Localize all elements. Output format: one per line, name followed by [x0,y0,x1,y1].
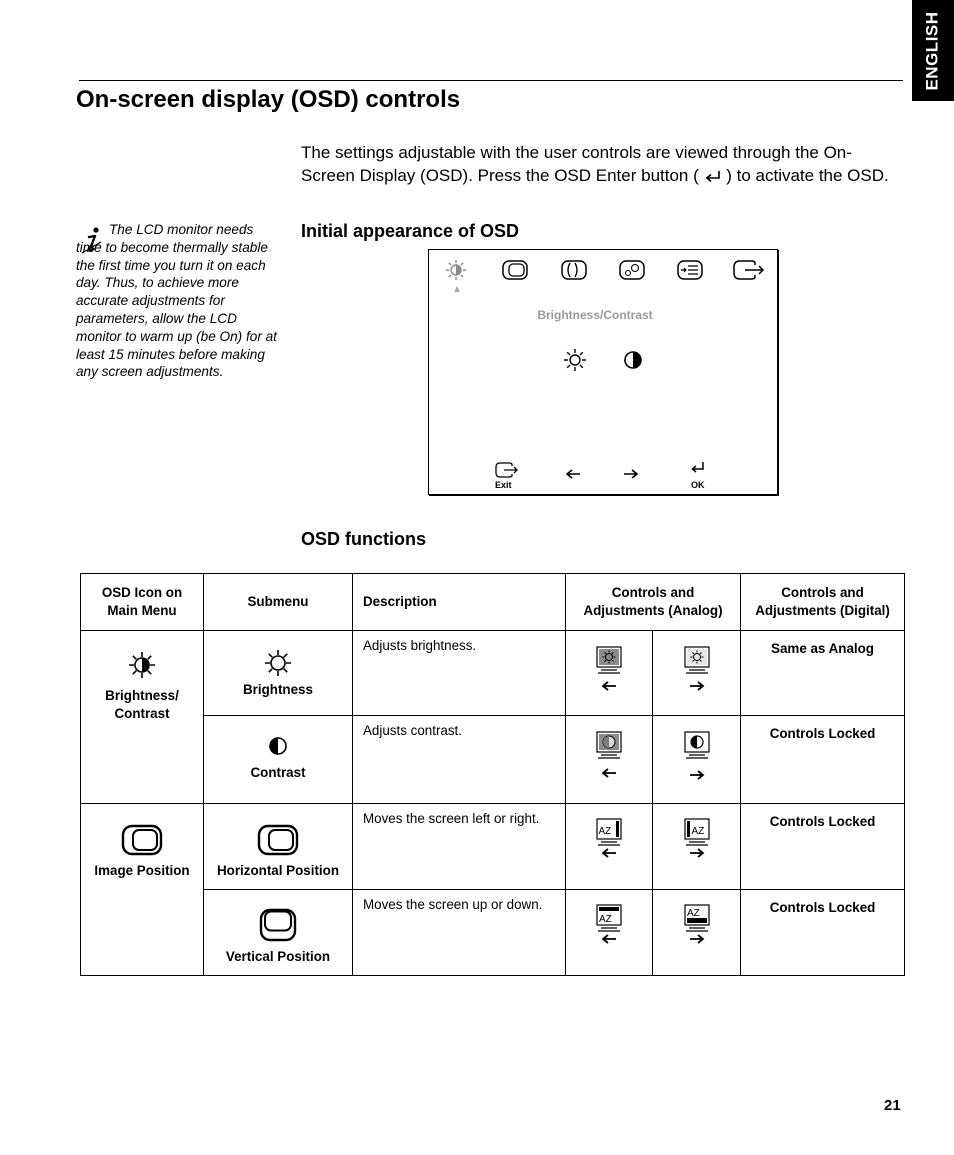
analog-decrease-cell [566,804,653,890]
monitor-az-text: AZ [599,914,612,925]
header-rule [79,80,903,81]
left-arrow-icon [601,847,617,859]
table-header-row [81,574,905,631]
brightness-icon[interactable] [563,348,587,372]
description-cell: Moves the screen up or down. [353,890,566,976]
exit-icon[interactable] [733,260,765,280]
monitor-az-text: AZ [598,826,612,837]
options-icon[interactable] [677,260,703,280]
table-row [81,631,905,716]
submenu-cell [204,890,353,976]
selection-marker-icon [453,285,461,293]
table-row [81,890,905,976]
header-analog: Controls and Adjustments (Analog) [566,574,741,631]
right-arrow-icon [689,769,705,781]
monitor-shift-down-icon [596,904,622,932]
language-tab [912,0,954,101]
left-arrow-icon[interactable] [565,468,581,480]
right-arrow-icon[interactable] [623,468,639,480]
analog-increase-cell [653,631,741,716]
analog-decrease-cell [566,890,653,976]
monitor-shift-right-icon [684,818,710,846]
main-menu-label: Brightness/ Contrast [105,688,179,721]
monitor-shift-up-icon [684,904,710,932]
analog-increase-cell [653,716,741,804]
digital-cell: Same as Analog [741,631,905,716]
brightness-contrast-icon[interactable] [445,259,467,281]
intro-text-part2: ) to activate the OSD. [726,166,889,185]
language-tab-label: ENGLISH [923,10,942,91]
monitor-low-contrast-icon [596,731,622,759]
submenu-label: Vertical Position [225,949,331,964]
main-menu-cell [81,804,204,976]
page-title: On-screen display (OSD) controls [76,86,461,113]
brightness-contrast-icon [127,650,157,680]
osd-exit-icon[interactable] [495,462,519,478]
analog-increase-cell [653,804,741,890]
monitor-dark-brightness-icon [596,646,622,674]
monitor-shift-left-icon [596,818,622,846]
main-menu-label: Image Position [94,863,190,878]
vertical-position-icon [259,908,297,942]
image-position-icon[interactable] [502,260,528,280]
submenu-cell [204,804,353,890]
header-osd-icon: OSD Icon on Main Menu [81,574,204,631]
osd-window [428,249,778,495]
digital-cell: Controls Locked [741,804,905,890]
left-arrow-icon [601,767,617,779]
osd-functions-heading: OSD functions [301,529,426,549]
analog-decrease-cell [566,716,653,804]
description-cell: Adjusts brightness. [353,631,566,716]
intro-paragraph [301,141,891,187]
initial-appearance-heading: Initial appearance of OSD [301,221,520,241]
digital-cell: Controls Locked [741,716,905,804]
digital-cell: Controls Locked [741,890,905,976]
description-cell: Adjusts contrast. [353,716,566,804]
header-description: Description [353,574,566,631]
osd-caption: Brightness/Contrast [537,308,653,322]
monitor-light-brightness-icon [684,646,710,674]
right-arrow-icon [689,847,705,859]
analog-increase-cell [653,890,741,976]
table-row [81,804,905,890]
intro-text-part1: The settings adjustable with the user controls are viewed through the On-Screen Display (OSD). Press the OSD Enter button ( [301,143,852,185]
left-arrow-icon [601,680,617,692]
left-arrow-icon [601,933,617,945]
description-cell: Moves the screen left or right. [353,804,566,890]
contrast-icon [267,735,289,757]
brightness-icon [263,648,293,678]
monitor-az-text: AZ [686,908,700,919]
horizontal-position-icon [257,824,299,856]
monitor-high-contrast-icon [684,731,710,759]
image-properties-icon[interactable] [619,260,645,280]
contrast-icon[interactable] [622,349,644,371]
osd-ok-label: OK [691,480,705,490]
table-row [81,716,905,804]
image-position-icon [121,824,163,856]
note-text: The LCD monitor needs time to become thermally stable the first time you turn it on each day. Thus, to achieve more accurate adjustments for parameters, allow the LCD monitor to warm up (be On) for at least 15 minutes before making any screen adjustments. [76,222,277,380]
submenu-cell [204,716,353,804]
right-arrow-icon [689,680,705,692]
osd-functions-table [80,573,905,976]
analog-decrease-cell [566,631,653,716]
submenu-cell [204,631,353,716]
right-arrow-icon [689,933,705,945]
monitor-az-text: AZ [691,826,704,837]
submenu-label: Horizontal Position [217,863,339,878]
submenu-label: Brightness [243,682,313,697]
enter-icon [704,169,722,183]
image-setup-icon[interactable] [561,260,587,280]
submenu-label: Contrast [250,765,306,780]
osd-exit-label: Exit [495,480,512,490]
header-digital: Controls and Adjustments (Digital) [741,574,905,631]
page-number: 21 [884,1097,901,1114]
osd-enter-icon[interactable] [690,461,706,475]
header-submenu: Submenu [204,574,353,631]
main-menu-cell [81,631,204,804]
